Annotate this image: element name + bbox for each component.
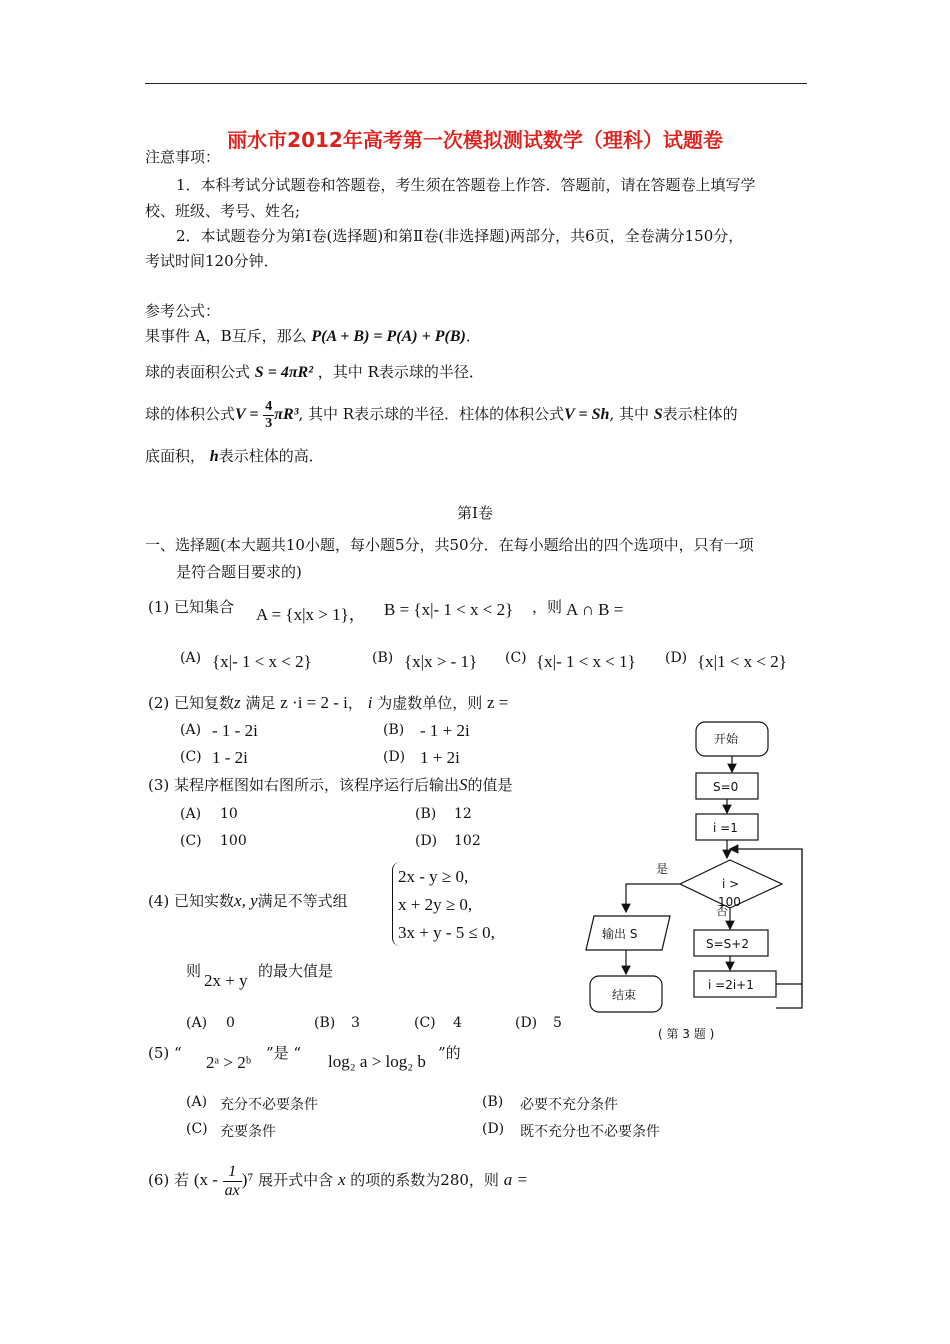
q5-tail: ”的 <box>438 1044 461 1062</box>
formula-1-text: 果事件 A，B互斥，那么 <box>145 327 307 345</box>
q6-open: (x - <box>193 1170 218 1189</box>
q4-expr: 2x + y <box>204 971 248 990</box>
q2-optB-label: (B) <box>383 722 405 738</box>
formula-3-lhs: V = <box>235 406 259 423</box>
q4-optD-label: (D) <box>515 1015 538 1031</box>
flow-update-i-label: i =2i+1 <box>708 978 754 992</box>
fraction-1-ax: $\frac{1}{ax}$ <box>224 1162 240 1199</box>
fraction-4-3: $\frac{4}{3}$ <box>265 398 273 431</box>
formula-3-math2: V = Sh <box>564 406 610 423</box>
q3-S: S <box>459 775 468 794</box>
q4-optA: 0 <box>226 1015 235 1031</box>
q2-optA-label: (A) <box>180 722 202 738</box>
part1-line1: 一、选择题(本大题共10小题，每小题5分，共50分．在每小题给出的四个选项中，只有一项 <box>145 536 754 554</box>
flow-yes-label: 是 <box>656 862 669 876</box>
q6-a: a = <box>503 1170 528 1189</box>
q3-optA: 10 <box>220 806 238 822</box>
flow-init-i-label: i =1 <box>713 821 738 835</box>
q2-optA: - 1 - 2i <box>212 721 258 740</box>
q6-mid: 展开式中含 <box>258 1171 334 1189</box>
flowchart <box>570 712 830 1052</box>
q2-stem1: (2) 已知复数 <box>148 694 235 712</box>
flow-yes-arrow <box>626 884 680 912</box>
flow-cond2-label: 100 <box>718 895 741 909</box>
q4-stem2: 满足不等式组 <box>257 892 348 910</box>
q4-tail: 的最大值是 <box>258 962 334 980</box>
q1-optD-label: (D) <box>665 650 688 666</box>
q1-optA-label: (A) <box>180 650 202 666</box>
q6-x: x <box>337 1170 346 1189</box>
notice-item1-line2: 校、班级、考号、姓名; <box>145 202 301 220</box>
q1-optD: {x|1 < x < 2} <box>697 652 787 671</box>
q3-optC: 100 <box>220 833 247 849</box>
q1-then: ，则 <box>532 598 563 616</box>
q2-stem2: 满足 <box>245 694 276 712</box>
formula-4 <box>145 445 324 468</box>
flow-end-label: 结束 <box>612 988 637 1002</box>
formula-3-mid: , 其中 R表示球的半径．柱体的体积公式 <box>298 405 565 423</box>
q2-eq: z ·i = 2 - i <box>280 693 348 712</box>
part1-line2: 是符合题目要求的) <box>176 563 302 581</box>
q2-stem4: 为虚数单位，则 <box>377 694 483 712</box>
q2-optD-label: (D) <box>383 749 406 765</box>
header-rule <box>145 83 807 84</box>
q4-stem-text: (4) 已知实数 <box>148 892 235 910</box>
formula-3 <box>145 396 738 433</box>
q3-optA-label: (A) <box>180 806 202 822</box>
q4-optC-label: (C) <box>414 1015 436 1031</box>
formula-3-rhs: πR³ <box>274 406 299 423</box>
q5-optB: 必要不充分条件 <box>520 1097 618 1113</box>
formula-1 <box>145 325 481 348</box>
formula-2-math: S = 4πR² <box>254 364 314 381</box>
q2-optC: 1 - 2i <box>212 748 248 767</box>
formula-3-S: S <box>653 406 663 423</box>
page-title: 丽水市2012年高考第一次模拟测试数学（理科）试题卷 <box>227 128 723 152</box>
q5-stem: (5) “ <box>148 1044 182 1062</box>
q4-optC: 4 <box>453 1015 462 1031</box>
q1-optB: {x|x > - 1} <box>404 652 478 671</box>
q5-optD: 既不充分也不必要条件 <box>520 1124 660 1140</box>
q2-optC-label: (C) <box>180 749 202 765</box>
q3-stem-text: (3) 某程序框图如右图所示，该程序运行后输出 <box>148 776 460 794</box>
q2-z: z <box>234 693 241 712</box>
flow-update-s-label: S=S+2 <box>706 937 749 951</box>
q5-optC: 充要条件 <box>220 1124 276 1140</box>
flow-caption: ( 第 3 题 ) <box>658 1027 715 1041</box>
q2-ask: z = <box>487 693 509 712</box>
q3-optC-label: (C) <box>180 833 202 849</box>
q5-cond1: 2ᵃ > 2ᵇ <box>206 1053 251 1072</box>
q4-optB: 3 <box>351 1015 360 1031</box>
q1-optC: {x|- 1 < x < 1} <box>536 652 636 671</box>
q4-optD: 5 <box>553 1015 562 1031</box>
formula-4-h: h <box>209 448 219 465</box>
notice-item2-line1: 2．本试题卷分为第Ⅰ卷(选择题)和第Ⅱ卷(非选择题)两部分，共6页，全卷满分150分， <box>176 227 744 245</box>
formula-4-end: 表示柱体的高． <box>218 447 324 465</box>
q1-optB-label: (B) <box>372 650 394 666</box>
formula-2 <box>145 361 484 384</box>
notice-item2-line2: 考试时间120分钟． <box>145 252 279 270</box>
flow-init-s-label: S=0 <box>713 780 739 794</box>
formula-1-math: P(A + B) = P(A) + P(B) <box>311 328 466 345</box>
q4-optB-label: (B) <box>314 1015 336 1031</box>
q5-optC-label: (C) <box>186 1121 208 1137</box>
q2-stem <box>148 692 508 714</box>
flow-cond-label: i > <box>722 877 740 891</box>
q3-optB-label: (B) <box>415 806 437 822</box>
flow-no-label: 否 <box>716 904 729 918</box>
notice-item1-line1: 1．本科考试分试题卷和答题卷，考生须在答题卷上作答．答题前，请在答题卷上填写学 <box>176 176 756 194</box>
q4-stem <box>148 890 348 912</box>
section-title: 第Ⅰ卷 <box>457 504 493 522</box>
q6-close: )⁷ <box>241 1170 254 1189</box>
q6-stem-text: (6) 若 <box>148 1171 190 1189</box>
flow-output-label: 输出 S <box>602 927 638 941</box>
q2-optB: - 1 + 2i <box>420 721 470 740</box>
q5-optA: 充分不必要条件 <box>220 1097 318 1113</box>
q1-setB: B = {x|- 1 < x < 2} <box>384 600 514 619</box>
q5-optB-label: (B) <box>482 1094 504 1110</box>
q2-i: i <box>367 693 373 712</box>
q3-tail: 的值是 <box>467 776 513 794</box>
q4-ineq2: x + 2y ≥ 0, <box>398 895 473 914</box>
flow-start-label: 开始 <box>714 732 739 746</box>
q4-then: 则 <box>186 962 202 980</box>
q5-optA-label: (A) <box>186 1094 208 1110</box>
q4-ineq1: 2x - y ≥ 0, <box>398 867 469 886</box>
q5-cond2: log₂ a > log₂ b <box>328 1052 426 1071</box>
q3-optB: 12 <box>454 806 472 822</box>
q2-stem3: ， <box>347 694 363 712</box>
q3-optD-label: (D) <box>415 833 438 849</box>
formula-3-end: , 其中 <box>609 405 649 423</box>
q6-stem <box>148 1160 528 1200</box>
q5-mid: ”是 “ <box>266 1044 302 1062</box>
q3-optD: 102 <box>454 833 481 849</box>
q4-optA-label: (A) <box>186 1015 208 1031</box>
notice-heading: 注意事项： <box>145 148 221 166</box>
q1-optC-label: (C) <box>505 650 527 666</box>
formula-2-end: ，其中 R表示球的半径． <box>317 363 484 381</box>
formula-4-text: 底面积， <box>145 447 206 465</box>
q5-optD-label: (D) <box>482 1121 505 1137</box>
q1-optA: {x|- 1 < x < 2} <box>212 652 312 671</box>
q4-vars: x, y <box>234 891 258 910</box>
q6-tail: 的项的系数为280，则 <box>350 1171 499 1189</box>
q2-optD: 1 + 2i <box>420 748 460 767</box>
formula-1-end: ． <box>465 327 481 345</box>
q1-ask: A ∩ B = <box>566 600 624 619</box>
formula-3-tail: 表示柱体的 <box>662 405 738 423</box>
q1-stem: (1) 已知集合 <box>148 598 235 616</box>
formula-2-text: 球的表面积公式 <box>145 363 251 381</box>
formula-3-text: 球的体积公式 <box>145 405 236 423</box>
q4-ineq3: 3x + y - 5 ≤ 0, <box>398 923 495 942</box>
formulas-heading: 参考公式： <box>145 302 221 320</box>
q3-stem <box>148 774 513 796</box>
q1-setA: A = {x|x > 1}， <box>256 605 366 624</box>
